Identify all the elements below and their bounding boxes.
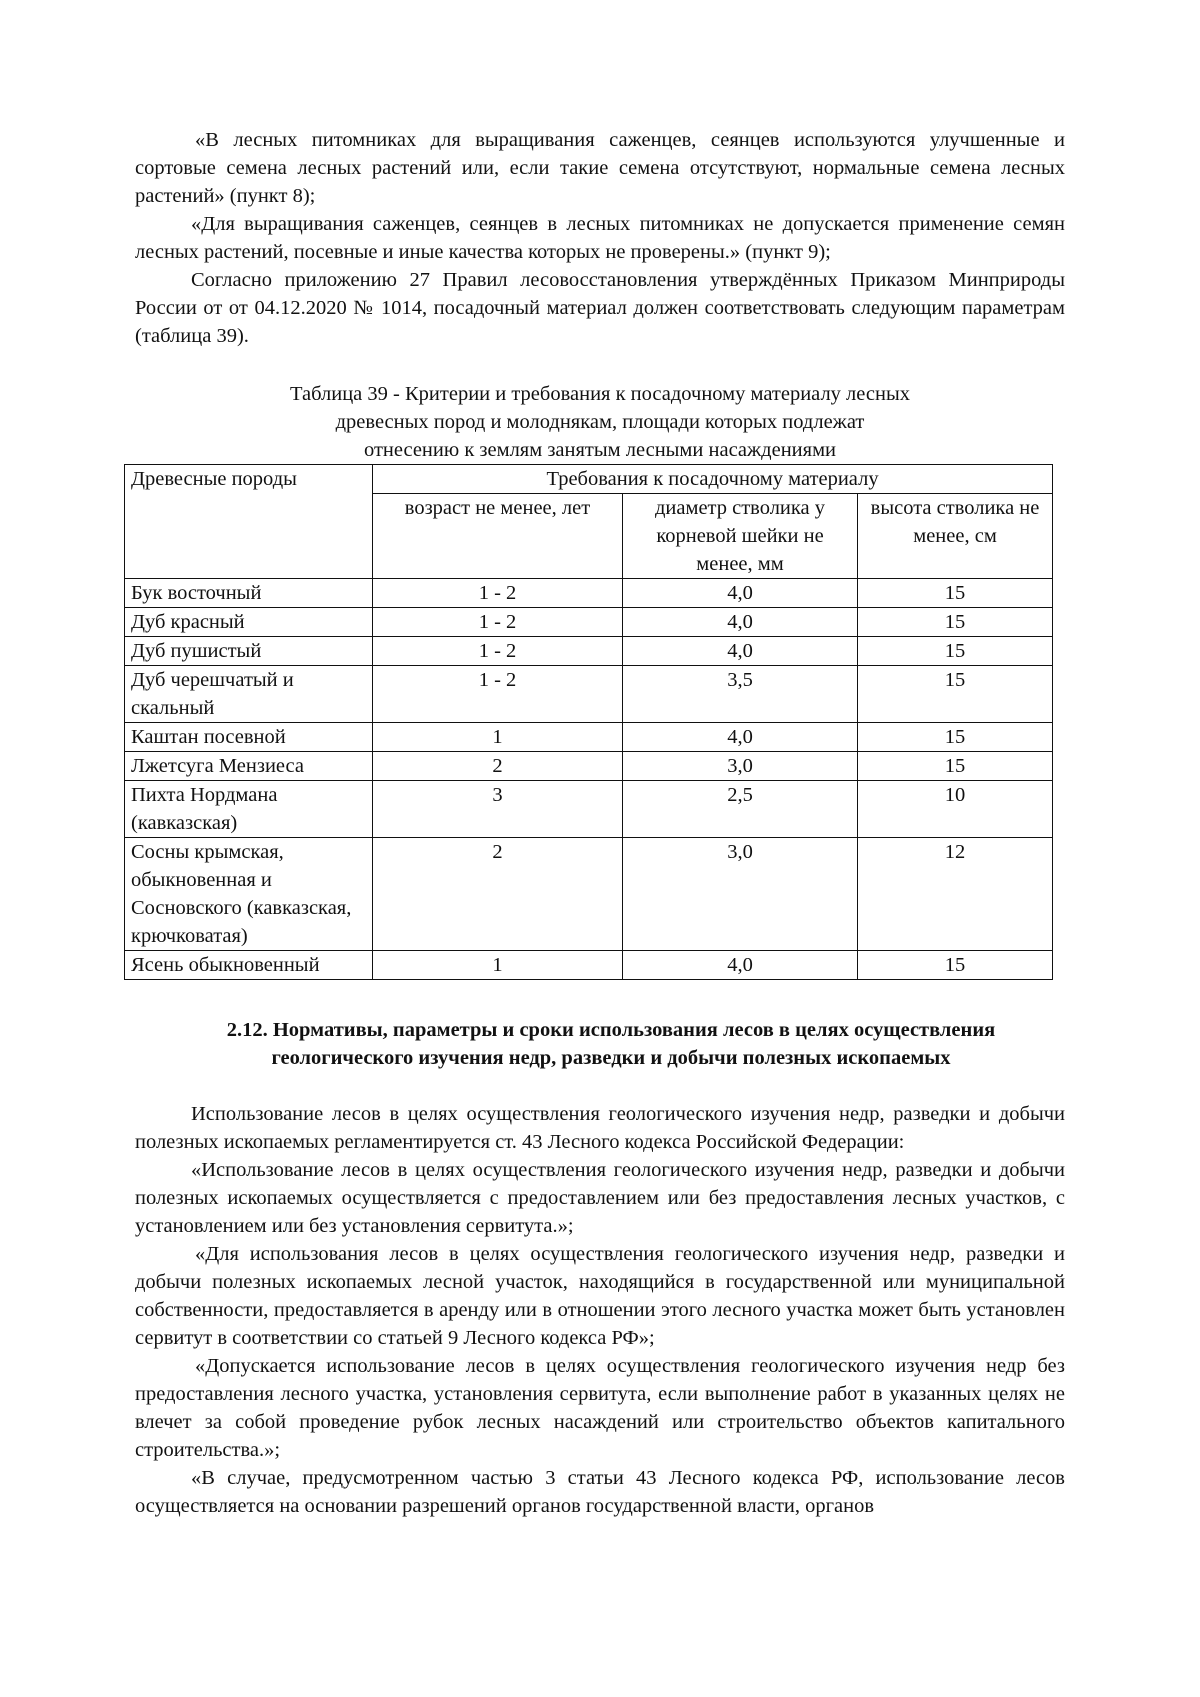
cell-diameter: 4,0	[623, 951, 858, 980]
header-requirements-group: Требования к посадочному материалу	[373, 465, 1053, 494]
table-row	[125, 637, 1053, 666]
cell-diameter: 3,5	[623, 666, 858, 723]
cell-age: 1 - 2	[373, 579, 623, 608]
section-paragraph: «В случае, предусмотренном частью 3 статьи 43 Лесного кодекса РФ, использование лесов осуществляется на основании разрешений органов государственной власти, органов	[135, 1467, 1065, 1517]
table-caption-line: Таблица 39 - Критерии и требования к посадочному материалу лесных	[289, 383, 910, 405]
intro-paragraph: «Для выращивания саженцев, сеянцев в лесных питомниках не допускается применение семян лесных растений, посевные и иные качества которых не проверены.» (пункт 9);	[135, 213, 1065, 263]
cell-species: Лжетсуга Мензиеса	[125, 752, 373, 781]
cell-height: 12	[858, 838, 1053, 951]
cell-age: 2	[373, 752, 623, 781]
table-row	[125, 608, 1053, 637]
cell-height: 10	[858, 781, 1053, 838]
cell-diameter: 4,0	[623, 723, 858, 752]
cell-age: 1 - 2	[373, 637, 623, 666]
cell-height: 15	[858, 608, 1053, 637]
cell-diameter: 3,0	[623, 752, 858, 781]
cell-diameter: 4,0	[623, 579, 858, 608]
cell-diameter: 4,0	[623, 637, 858, 666]
header-height: высота стволика не менее, см	[858, 494, 1053, 579]
cell-height: 15	[858, 752, 1053, 781]
cell-diameter: 2,5	[623, 781, 858, 838]
cell-height: 15	[858, 666, 1053, 723]
cell-height: 15	[858, 579, 1053, 608]
cell-species: Бук восточный	[125, 579, 373, 608]
table-row	[125, 723, 1053, 752]
cell-age: 1 - 2	[373, 666, 623, 723]
cell-species: Сосны крымская, обыкновенная и Сосновского (кавказская, крючковатая)	[125, 838, 373, 951]
section-spacer	[135, 1072, 1065, 1100]
cell-diameter: 4,0	[623, 608, 858, 637]
table-caption-line: отнесению к землям занятым лесными насаждениями	[363, 439, 837, 461]
cell-diameter: 3,0	[623, 838, 858, 951]
document-page	[131, 126, 1065, 1520]
intro-paragraph: Согласно приложению 27 Правил лесовосстановления утверждённых Приказом Минприроды России от от 04.12.2020 № 1014, посадочный материал должен соответствовать следующим параметрам (таблица 39).	[135, 269, 1065, 347]
section-heading-line: 2.12. Нормативы, параметры и сроки использования лесов в целях осуществления	[226, 1019, 996, 1041]
header-diameter: диаметр стволика у корневой шейки не менее, мм	[623, 494, 858, 579]
section-paragraph: Использование лесов в целях осуществления геологического изучения недр, разведки и добычи полезных ископаемых регламентируется ст. 43 Лесного кодекса Российской Федерации:	[135, 1103, 1065, 1153]
intro-paragraph: «В лесных питомниках для выращивания саженцев, сеянцев используются улучшенные и сортовые семена лесных растений или, если такие семена отсутствуют, нормальные семена лесных растений» (пункт 8);	[135, 129, 1065, 207]
cell-height: 15	[858, 723, 1053, 752]
cell-species: Дуб черешчатый и скальный	[125, 666, 373, 723]
cell-species: Дуб пушистый	[125, 637, 373, 666]
cell-height: 15	[858, 951, 1053, 980]
cell-species: Каштан посевной	[125, 723, 373, 752]
section-paragraph: «Для использования лесов в целях осуществления геологического изучения недр, разведки и добычи полезных ископаемых лесной участок, находящийся в государственной или муниципальной собственности, предоставляется в аренду или в отношении этого лесного участка может быть установлен сервитут в соответствии со статьей 9 Лесного кодекса РФ»;	[135, 1243, 1065, 1349]
cell-age: 1 - 2	[373, 608, 623, 637]
cell-age: 3	[373, 781, 623, 838]
table-caption-line: древесных пород и молоднякам, площади которых подлежат	[335, 411, 865, 433]
cell-height: 15	[858, 637, 1053, 666]
section-heading	[135, 1016, 1065, 1072]
intro-block	[135, 126, 1065, 350]
header-species: Древесные породы	[125, 465, 373, 579]
planting-material-table	[124, 464, 1053, 980]
table-row	[125, 752, 1053, 781]
table-caption	[135, 380, 1065, 464]
section-paragraph: «Использование лесов в целях осуществления геологического изучения недр, разведки и добычи полезных ископаемых осуществляется с предоставлением или без предоставления лесных участков, с установлением или без установления сервитута.»;	[135, 1159, 1065, 1237]
cell-species: Дуб красный	[125, 608, 373, 637]
cell-age: 2	[373, 838, 623, 951]
cell-species: Пихта Нордмана (кавказская)	[125, 781, 373, 838]
section-body	[135, 1100, 1065, 1520]
cell-age: 1	[373, 723, 623, 752]
table-row	[125, 951, 1053, 980]
table-row	[125, 666, 1053, 723]
table-header-row	[125, 465, 1053, 494]
section-paragraph: «Допускается использование лесов в целях осуществления геологического изучения недр без предоставления лесного участка, установления сервитута, если выполнение работ в указанных целях не влечет за собой проведение рубок лесных насаждений или строительство объектов капитального строительства.»;	[135, 1355, 1065, 1461]
table-row	[125, 838, 1053, 951]
table-row	[125, 781, 1053, 838]
section-heading-line: геологического изучения недр, разведки и добычи полезных ископаемых	[271, 1047, 951, 1069]
cell-species: Ясень обыкновенный	[125, 951, 373, 980]
header-age: возраст не менее, лет	[373, 494, 623, 579]
table-row	[125, 579, 1053, 608]
cell-age: 1	[373, 951, 623, 980]
